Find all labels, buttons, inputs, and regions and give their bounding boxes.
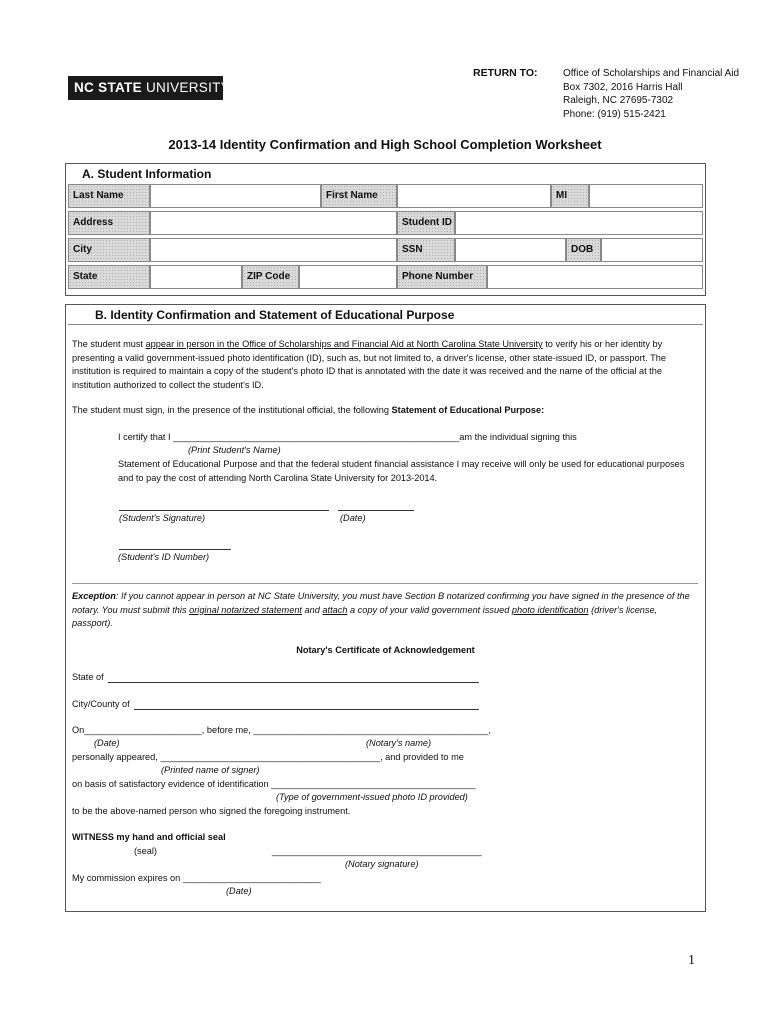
notary-signature-caption: (Notary signature) — [345, 859, 419, 869]
student-id-label: Student ID — [397, 211, 455, 235]
above-named-statement: to be the above-named person who signed the foregoing instrument. — [72, 806, 351, 816]
page-number: 1 — [688, 953, 695, 968]
address-field[interactable] — [150, 211, 397, 235]
ssn-label: SSN — [397, 238, 455, 262]
state-field[interactable] — [150, 265, 242, 289]
notary-certificate-title: Notary's Certificate of Acknowledgement — [296, 645, 475, 655]
first-name-label: First Name — [321, 184, 397, 208]
mi-field[interactable] — [589, 184, 703, 208]
dob-field[interactable] — [601, 238, 703, 262]
mi-label: MI — [551, 184, 589, 208]
student-id-field[interactable] — [455, 211, 703, 235]
student-signature-line[interactable] — [119, 510, 329, 511]
print-name-caption: (Print Student's Name) — [188, 445, 281, 455]
commission-date-caption: (Date) — [226, 886, 252, 896]
city-county-label: City/County of — [72, 699, 130, 709]
city-county-line[interactable] — [134, 709, 479, 710]
city-field[interactable] — [150, 238, 397, 262]
notary-on-date-line[interactable]: On_______________________, before me, ______________________________________________, — [72, 725, 491, 735]
notary-name-caption: (Notary's name) — [366, 738, 432, 748]
state-of-line[interactable] — [108, 682, 479, 683]
dob-label: DOB — [566, 238, 601, 262]
return-address: Office of Scholarships and Financial Aid Box 7302, 2016 Harris Hall Raleigh, NC 27695-7302 Phone: (919) 515-2421 — [563, 68, 740, 120]
signature-date-caption: (Date) — [340, 513, 366, 523]
zip-code-label: ZIP Code — [242, 265, 299, 289]
witness-label: WITNESS my hand and official seal — [72, 832, 226, 842]
section-a-student-information — [65, 163, 706, 296]
identity-instructions: The student must appear in person in the Office of Scholarships and Financial Aid at North Carolina State University to verify his or her identity by presenting a valid government-issued photo identification (ID), such as, but not limited to, a driver's license, other state-issued ID, or passport. The institution is required to maintain a copy of the student's photo ID that is annotated with the date it was received and the name of the official at the institution authorized to collect the student's ID. — [72, 339, 666, 390]
student-id-number-line[interactable] — [119, 549, 231, 550]
student-id-number-caption: (Student's ID Number) — [118, 552, 210, 562]
phone-number-field[interactable] — [487, 265, 703, 289]
identification-basis-line[interactable]: on basis of satisfactory evidence of identification ________________________________________ — [72, 779, 476, 789]
address-label: Address — [68, 211, 150, 235]
student-signature-caption: (Student's Signature) — [119, 513, 206, 523]
seal-label: (seal) — [134, 846, 157, 856]
phone-number-label: Phone Number — [397, 265, 487, 289]
last-name-field[interactable] — [150, 184, 321, 208]
certify-line: I certify that I ________________________________________________________am the individual signing this — [118, 432, 577, 442]
state-of-label: State of — [72, 672, 104, 682]
document-title: 2013-14 Identity Confirmation and High School Completion Worksheet — [168, 137, 602, 152]
first-name-field[interactable] — [397, 184, 551, 208]
zip-code-field[interactable] — [299, 265, 397, 289]
return-to-label: RETURN TO: — [473, 67, 538, 79]
student-name-blank[interactable]: ________________________________________________________ — [173, 432, 460, 442]
last-name-label: Last Name — [68, 184, 150, 208]
nc-state-logo: NC STATE UNIVERSITY — [68, 76, 223, 100]
sign-instructions: The student must sign, in the presence of the institutional official, the following Statement of Educational Purpose: — [72, 405, 545, 415]
signature-date-line[interactable] — [338, 510, 414, 511]
notary-signature-line[interactable]: _________________________________________ — [272, 846, 482, 856]
section-b-divider — [68, 324, 703, 325]
ssn-field[interactable] — [455, 238, 566, 262]
printed-name-caption: (Printed name of signer) — [161, 765, 260, 775]
photo-id-type-caption: (Type of government-issued photo ID provided) — [276, 792, 468, 802]
exception-divider — [72, 583, 698, 584]
city-label: City — [68, 238, 150, 262]
section-b-heading: B. Identity Confirmation and Statement of Educational Purpose — [95, 308, 455, 322]
exception-note: Exception: If you cannot appear in person at NC State University, you must have Section B notarized confirming you have signed in the presence of the notary. You must submit this original notarized statement and attach a copy of your valid government issued photo identification (driver's license, passport). — [72, 591, 690, 628]
state-label: State — [68, 265, 150, 289]
on-date-caption: (Date) — [94, 738, 120, 748]
section-a-heading: A. Student Information — [82, 167, 212, 181]
section-b-identity-confirmation — [65, 304, 706, 912]
educational-purpose-statement: Statement of Educational Purpose and that the federal student financial assistance I may receive will only be used for educational purposes and to pay the cost of attending North Carolina State University for 2013-2014. — [118, 459, 685, 483]
personally-appeared-line[interactable]: personally appeared, ___________________________________________, and provided to me — [72, 752, 464, 762]
commission-expires-line[interactable]: My commission expires on ___________________________ — [72, 873, 321, 883]
